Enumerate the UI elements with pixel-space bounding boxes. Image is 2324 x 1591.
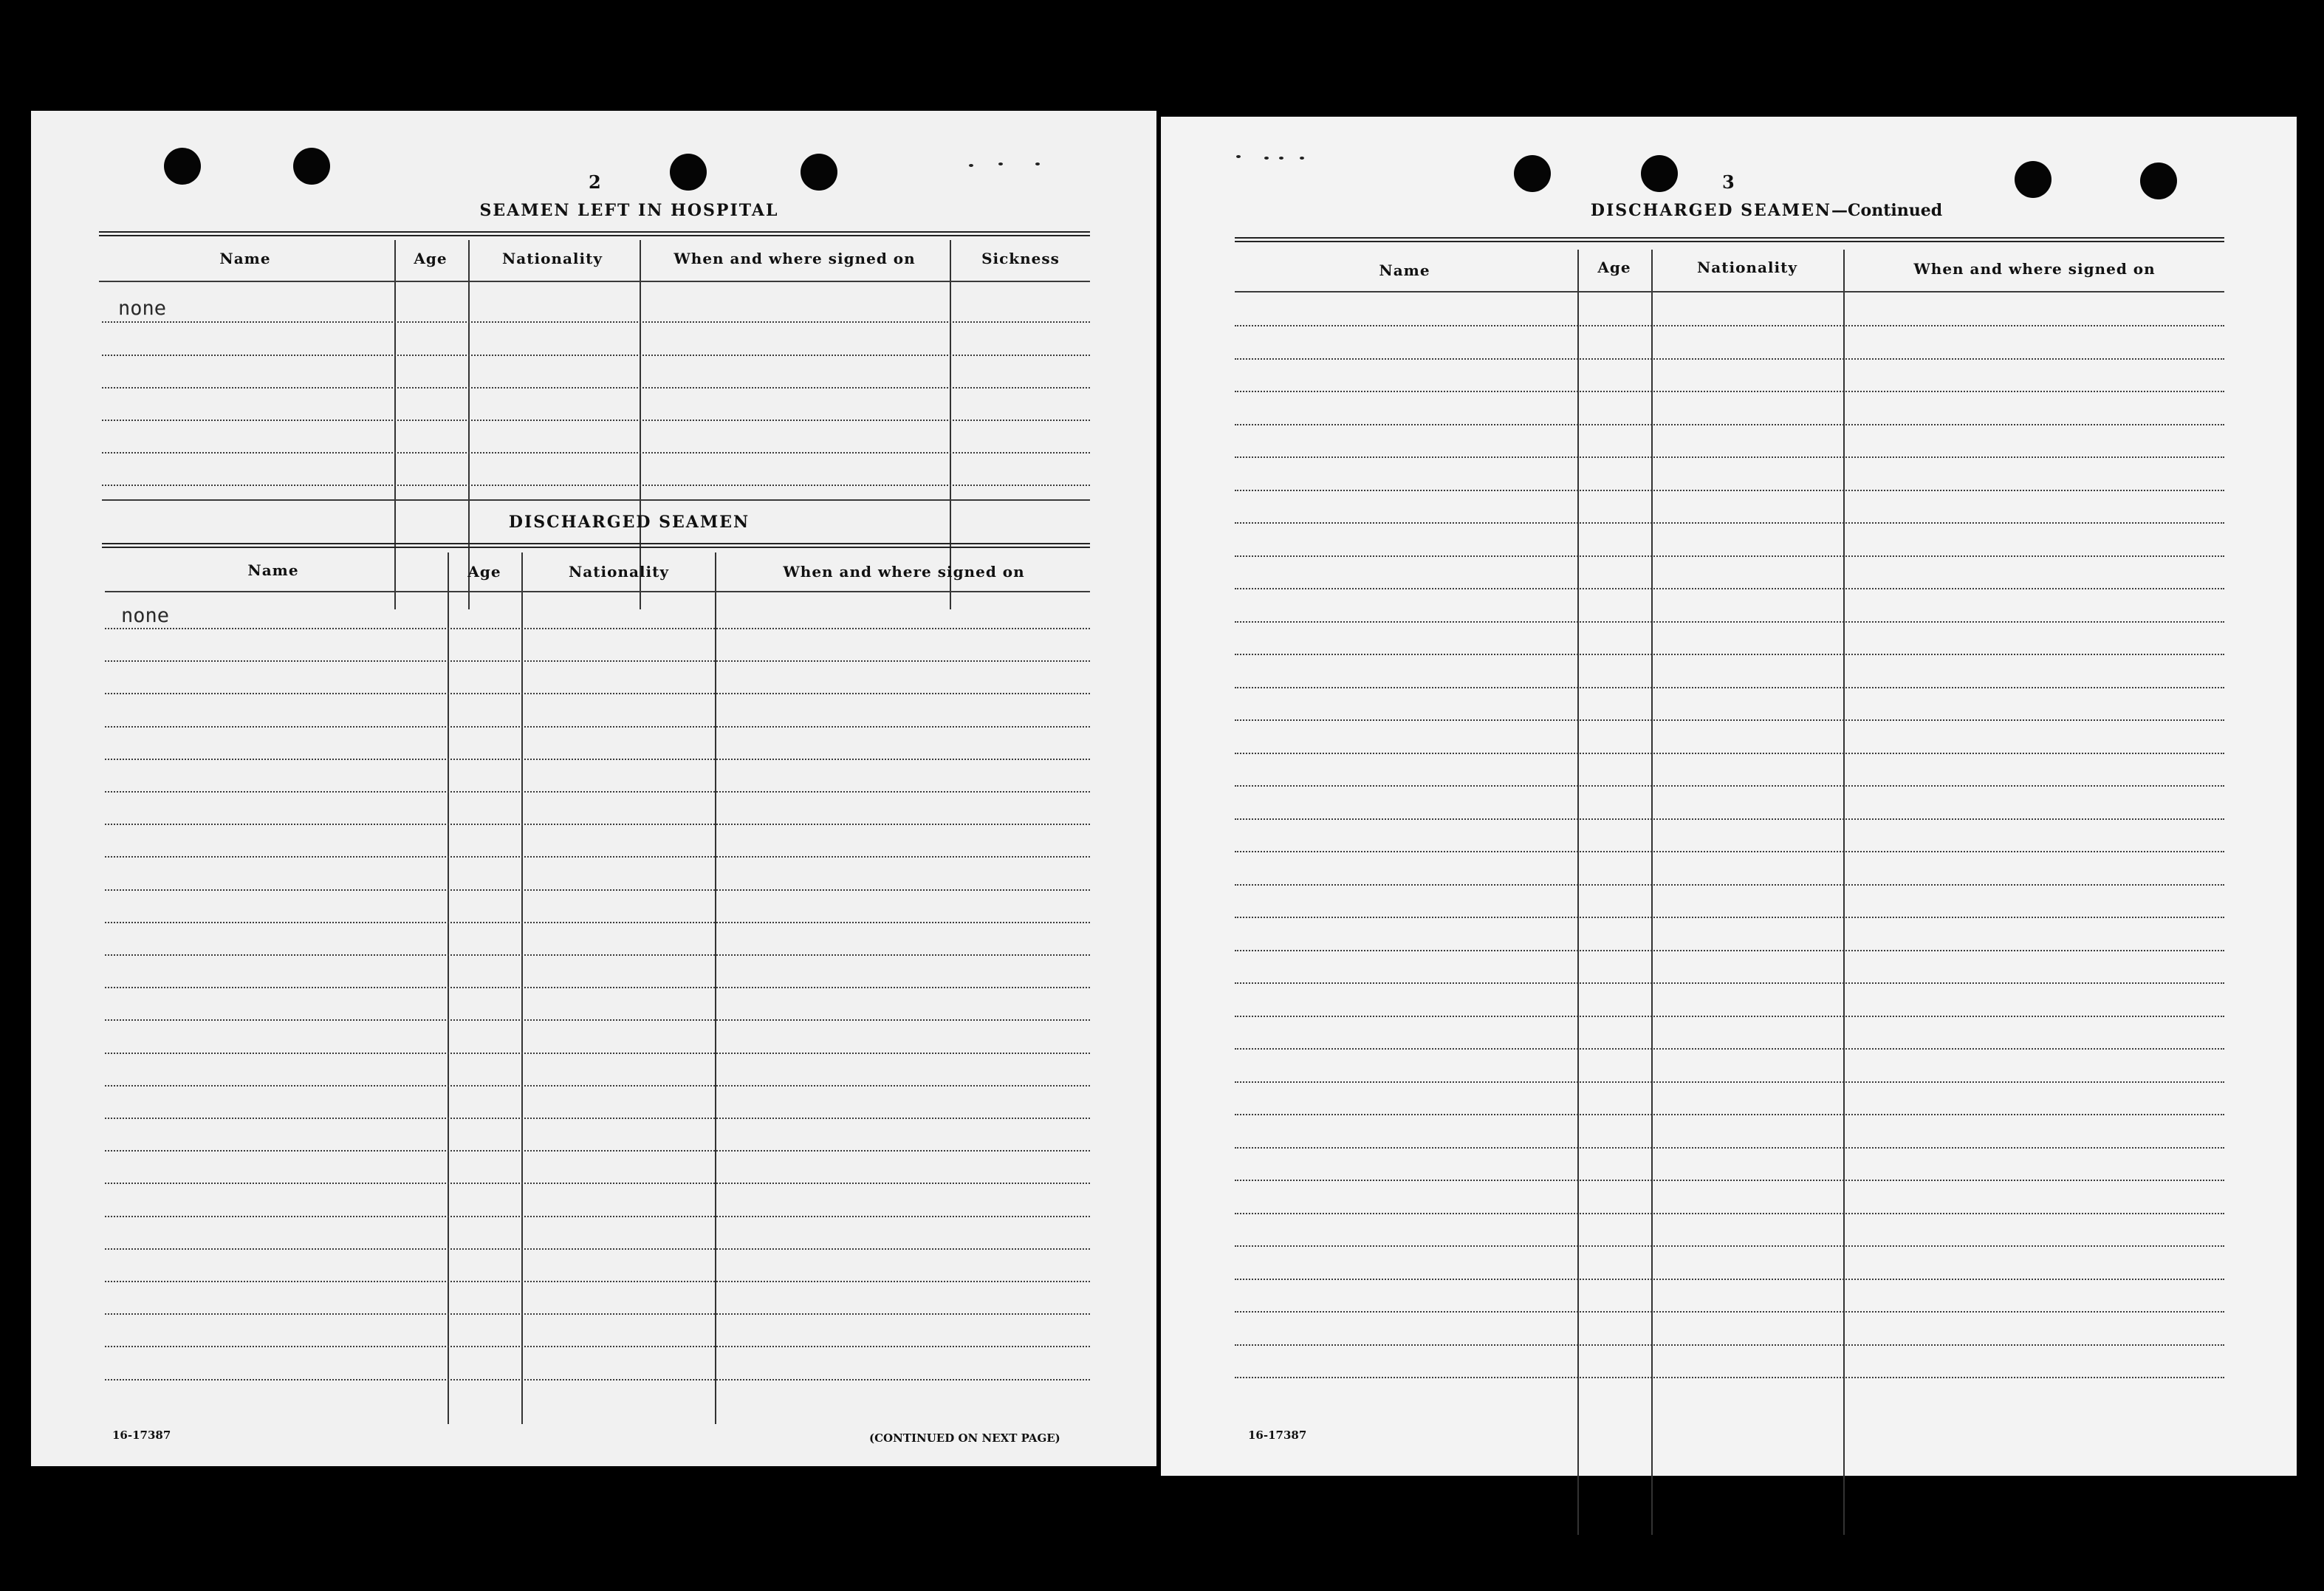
title-main: DISCHARGED SEAMEN — [1590, 201, 1832, 220]
row-line — [1235, 1213, 2224, 1214]
row-line — [1235, 358, 2224, 360]
form-number: 16-17387 — [112, 1429, 171, 1442]
row-line — [105, 1019, 1090, 1021]
row-line — [1235, 851, 2224, 852]
row-line — [102, 485, 1090, 486]
column-divider — [640, 240, 641, 609]
punch-hole — [670, 154, 707, 191]
row-line — [102, 499, 1090, 501]
row-line — [1235, 1279, 2224, 1280]
punch-hole — [2015, 161, 2052, 198]
row-line — [102, 387, 1090, 389]
row-line — [1235, 1344, 2224, 1346]
double-rule — [102, 543, 1090, 548]
row-line — [1235, 325, 2224, 326]
row-line — [1235, 950, 2224, 951]
form-number: 16-17387 — [1248, 1429, 1307, 1442]
row-line — [105, 726, 1090, 728]
column-divider — [1843, 250, 1845, 1535]
row-line — [1235, 785, 2224, 787]
punch-hole — [801, 154, 837, 191]
row-line — [102, 321, 1090, 323]
row-line — [1235, 982, 2224, 984]
row-line — [1235, 456, 2224, 458]
punch-hole — [2140, 162, 2177, 199]
column-header-sickness: Sickness — [981, 250, 1060, 267]
column-divider — [468, 240, 470, 609]
row-line — [1235, 1180, 2224, 1181]
page-number: 3 — [1722, 171, 1735, 193]
row-line — [105, 1346, 1090, 1347]
row-line — [1235, 753, 2224, 754]
column-divider — [950, 240, 951, 609]
row-line — [105, 660, 1090, 662]
row-line — [1235, 1016, 2224, 1017]
row-line — [105, 856, 1090, 858]
row-line — [1235, 391, 2224, 392]
row-line — [102, 452, 1090, 454]
column-header-age: Age — [414, 250, 448, 267]
column-header-nationality: Nationality — [569, 563, 669, 581]
discharged-entry: none — [121, 604, 170, 627]
speck — [1279, 157, 1283, 160]
speck — [1300, 157, 1304, 160]
row-line — [105, 1085, 1090, 1087]
hospital-entry: none — [118, 297, 167, 320]
column-divider — [1577, 250, 1579, 1535]
row-line — [1235, 1245, 2224, 1247]
row-line — [1235, 1048, 2224, 1050]
row-line — [99, 281, 1090, 282]
hospital-section-title: SEAMEN LEFT IN HOSPITAL — [479, 201, 779, 220]
column-divider — [448, 552, 449, 1424]
row-line — [1235, 1147, 2224, 1149]
double-rule — [99, 231, 1090, 236]
speck — [969, 164, 973, 167]
column-header-signed-on: When and where signed on — [1913, 260, 2156, 278]
row-line — [1235, 654, 2224, 655]
row-line — [105, 693, 1090, 694]
punch-hole — [164, 148, 201, 185]
column-divider — [715, 552, 716, 1424]
speck — [1035, 162, 1040, 165]
punch-hole — [1641, 155, 1678, 192]
row-line — [105, 824, 1090, 825]
column-header-age: Age — [467, 563, 501, 581]
right-page — [1161, 117, 2297, 1476]
punch-hole — [293, 148, 330, 185]
row-line — [1235, 621, 2224, 623]
speck — [1264, 157, 1269, 160]
left-page — [31, 111, 1156, 1466]
row-line — [105, 1248, 1090, 1250]
row-line — [105, 1150, 1090, 1152]
row-line — [105, 954, 1090, 956]
punch-hole — [1514, 155, 1551, 192]
row-line — [102, 355, 1090, 356]
row-line — [1235, 1311, 2224, 1313]
column-header-signed-on: When and where signed on — [783, 563, 1025, 581]
column-divider — [521, 552, 523, 1424]
row-line — [1235, 522, 2224, 524]
row-line — [105, 1216, 1090, 1217]
row-line — [1235, 818, 2224, 820]
row-line — [1235, 424, 2224, 425]
row-line — [105, 1281, 1090, 1282]
discharged-section-title: DISCHARGED SEAMEN — [508, 513, 750, 532]
column-header-nationality: Nationality — [502, 250, 603, 267]
column-header-nationality: Nationality — [1697, 259, 1797, 276]
column-header-name: Name — [247, 561, 299, 579]
row-line — [102, 420, 1090, 421]
row-line — [105, 1183, 1090, 1184]
row-line — [1235, 291, 2224, 292]
row-line — [1235, 588, 2224, 589]
row-line — [105, 922, 1090, 923]
row-line — [1235, 490, 2224, 491]
row-line — [1235, 917, 2224, 918]
row-line — [1235, 1377, 2224, 1378]
row-line — [105, 1053, 1090, 1054]
column-divider — [394, 240, 396, 609]
row-line — [105, 791, 1090, 793]
row-line — [1235, 687, 2224, 688]
row-line — [105, 1313, 1090, 1315]
row-line — [1235, 1114, 2224, 1115]
row-line — [1235, 1081, 2224, 1083]
continued-note: (CONTINUED ON NEXT PAGE) — [869, 1431, 1060, 1445]
page-number: 2 — [589, 171, 601, 193]
row-line — [1235, 884, 2224, 886]
column-header-name: Name — [219, 250, 271, 267]
row-line — [105, 759, 1090, 760]
double-rule — [1235, 237, 2224, 242]
row-line — [1235, 719, 2224, 721]
row-line — [105, 889, 1090, 891]
row-line — [105, 987, 1090, 988]
row-line — [105, 591, 1090, 592]
row-line — [1235, 555, 2224, 557]
column-header-age: Age — [1597, 259, 1631, 276]
title-continued: —Continued — [1831, 201, 1943, 220]
row-line — [105, 1118, 1090, 1119]
row-line — [105, 1379, 1090, 1380]
column-divider — [1651, 250, 1653, 1535]
discharged-continued-title — [1545, 201, 1988, 220]
column-header-name: Name — [1379, 261, 1430, 279]
speck — [1236, 155, 1241, 158]
column-header-signed-on: When and where signed on — [673, 250, 916, 267]
speck — [998, 162, 1003, 165]
row-line — [105, 628, 1090, 629]
